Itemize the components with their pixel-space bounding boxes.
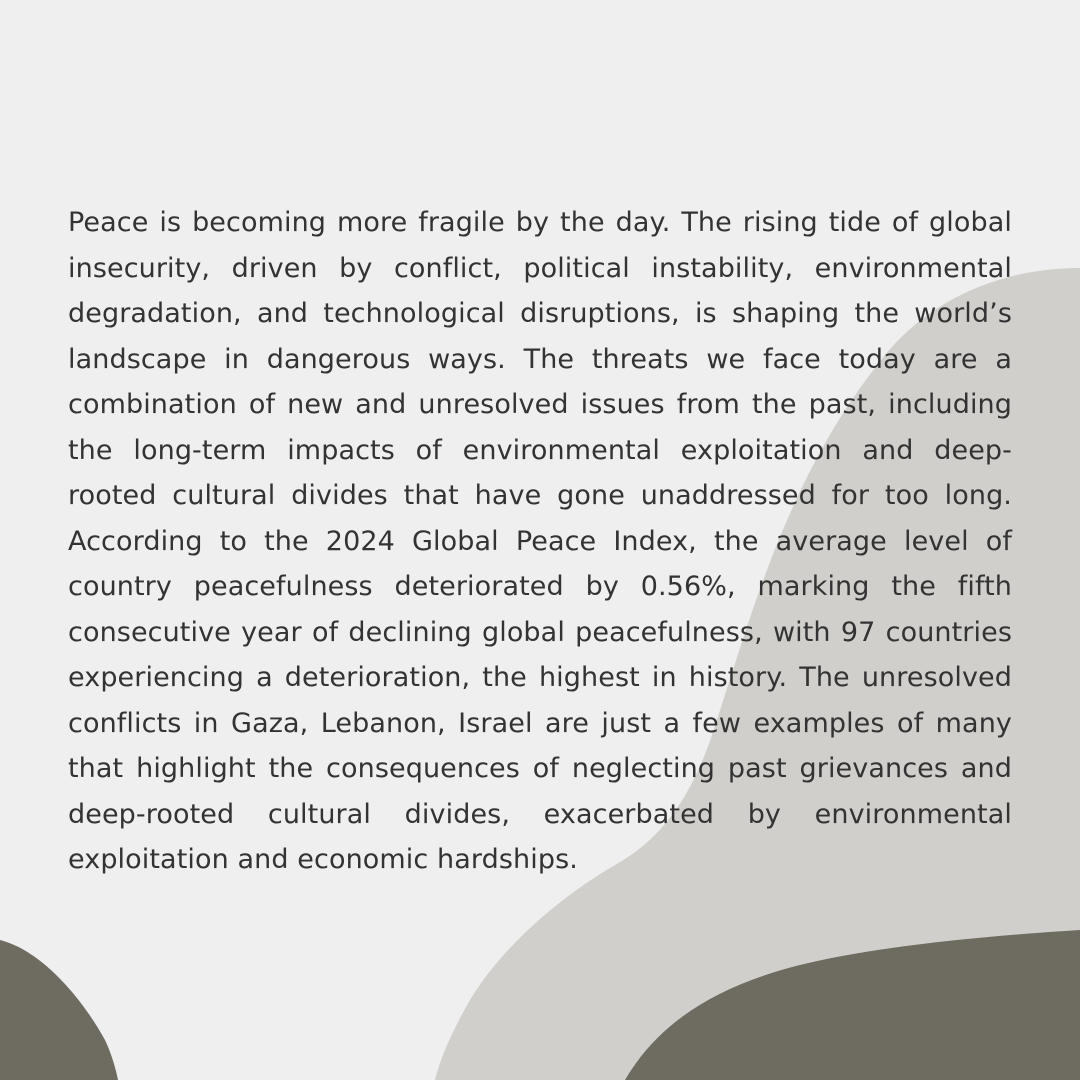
article-paragraph: Peace is becoming more fragile by the day. The rising tide of global insecurity, driven by conflict, political instability, environmental degradation, and technological disruptions, is shaping the world’s landscape in dangerous ways. The threats we face today are a combination of new and unresolved issues from the past, including the long-term impacts of environmental exploitation and deep-rooted cultural divides that have gone unaddressed for too long. According to the 2024 Global Peace Index, the average level of country peacefulness deteriorated by 0.56%, marking the fifth consecutive year of declining global peacefulness, with 97 countries experiencing a deterioration, the highest in history. The unresolved conflicts in Gaza, Lebanon, Israel are just a few examples of many that highlight the consequences of neglecting past grievances and deep-rooted cultural divides, exacerbated by environmental exploitation and economic hardships.	[68, 207, 1012, 875]
dark-gray-blob-left	[0, 940, 118, 1080]
